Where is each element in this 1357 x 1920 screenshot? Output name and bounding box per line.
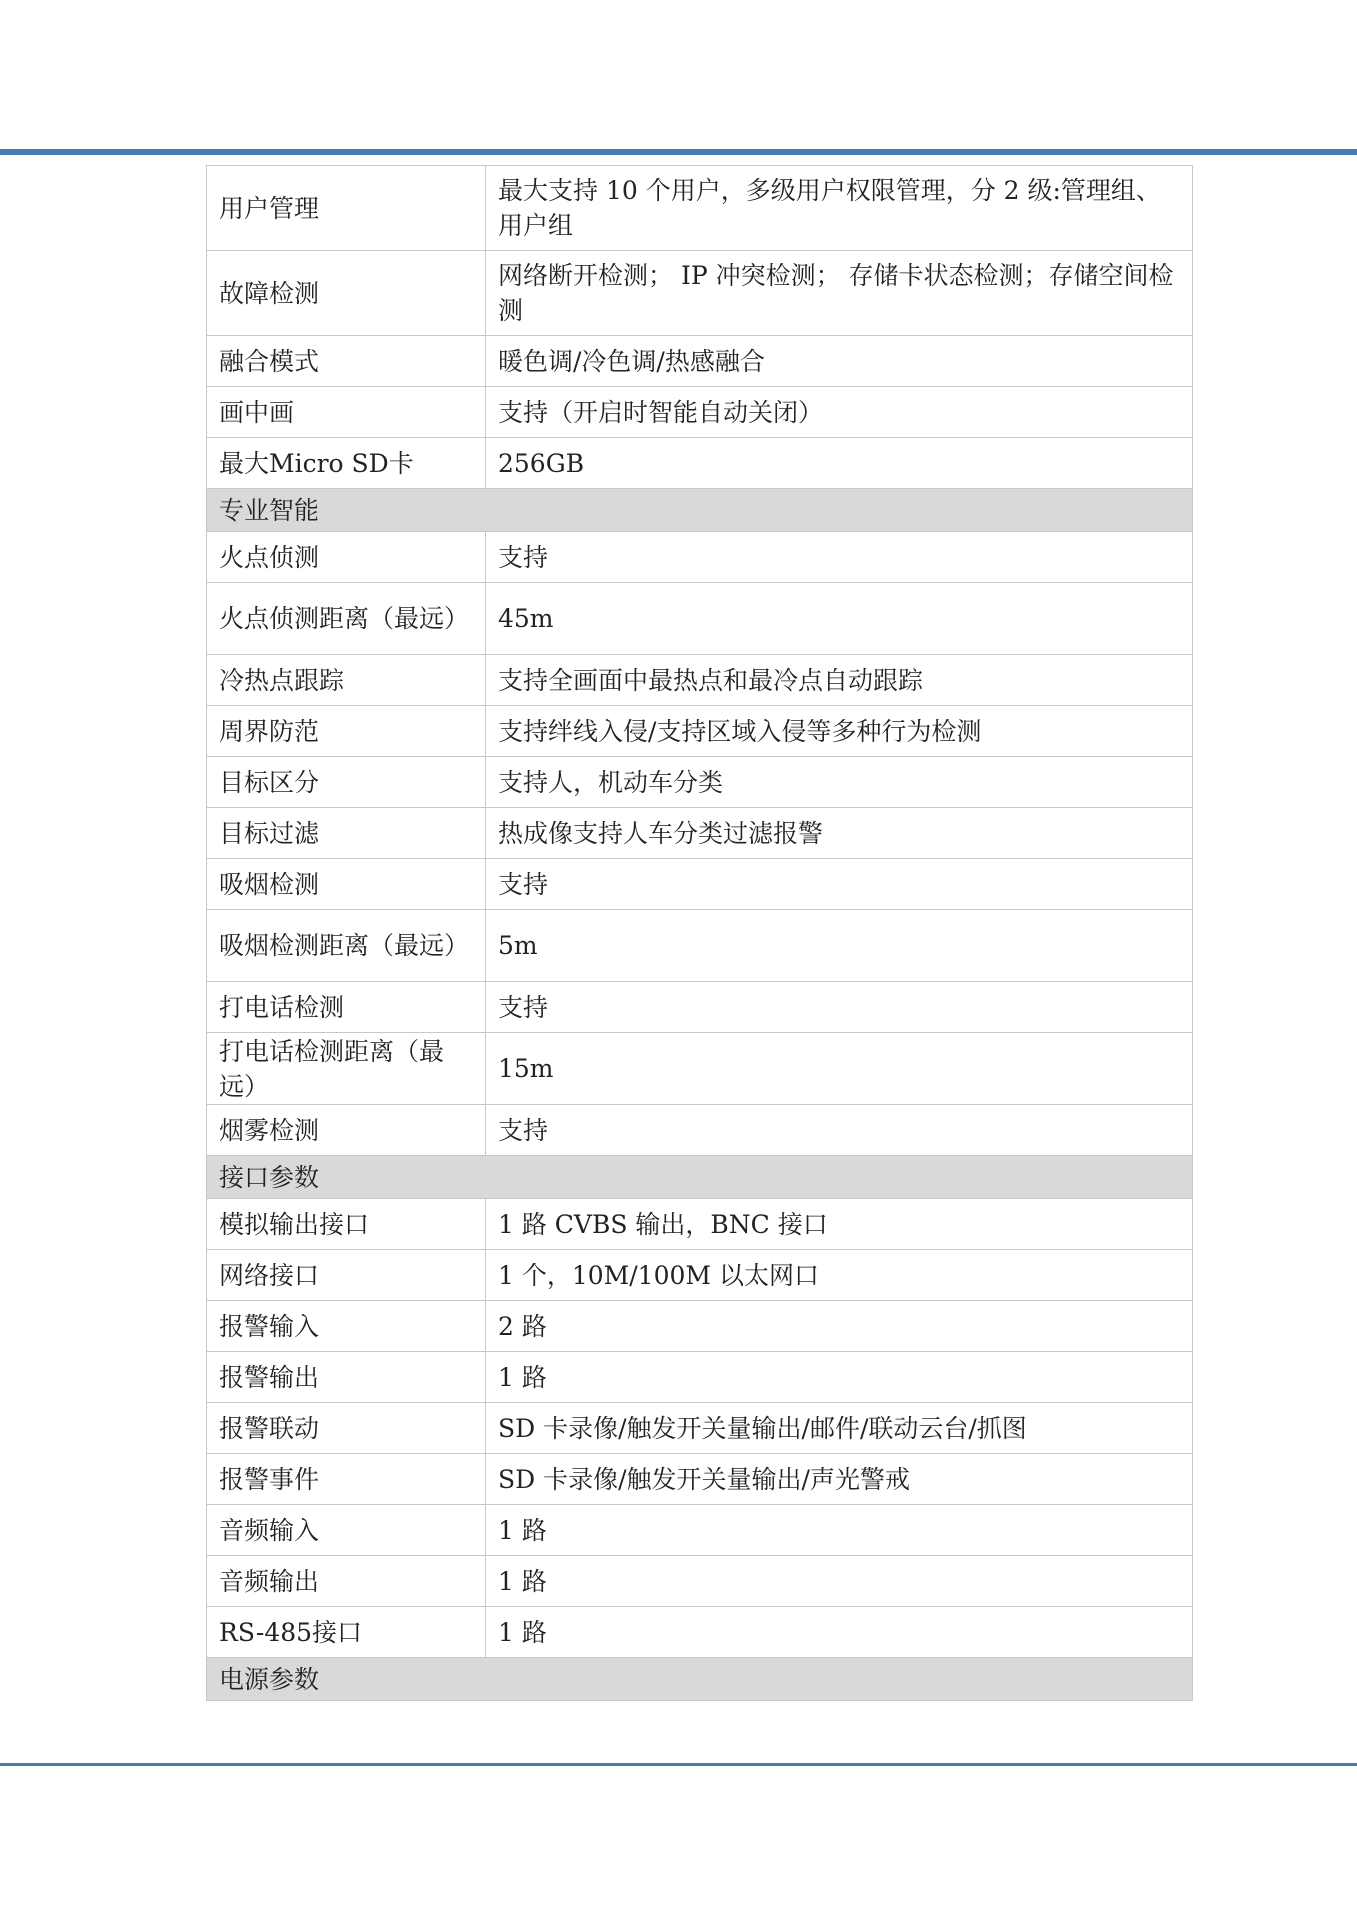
spec-value: 1 路 — [486, 1556, 1193, 1607]
spec-value: 45m — [486, 583, 1193, 655]
table-row — [207, 655, 1193, 706]
spec-label: 融合模式 — [207, 336, 486, 387]
spec-value: 暖色调/冷色调/热感融合 — [486, 336, 1193, 387]
spec-value: 1 路 — [486, 1505, 1193, 1556]
spec-label: 音频输出 — [207, 1556, 486, 1607]
table-row — [207, 1301, 1193, 1352]
spec-label: 报警联动 — [207, 1403, 486, 1454]
spec-value: 5m — [486, 910, 1193, 982]
table-row — [207, 438, 1193, 489]
table-row — [207, 757, 1193, 808]
table-row — [207, 387, 1193, 438]
spec-label: 目标过滤 — [207, 808, 486, 859]
spec-value: 热成像支持人车分类过滤报警 — [486, 808, 1193, 859]
table-row — [207, 532, 1193, 583]
table-row — [207, 982, 1193, 1033]
spec-label: 音频输入 — [207, 1505, 486, 1556]
table-row — [207, 1607, 1193, 1658]
spec-label: 吸烟检测 — [207, 859, 486, 910]
spec-value: 支持（开启时智能自动关闭） — [486, 387, 1193, 438]
spec-value: 最大支持 10 个用户，多级用户权限管理，分 2 级:管理组、用户组 — [486, 166, 1193, 251]
spec-label: 故障检测 — [207, 251, 486, 336]
table-row — [207, 1352, 1193, 1403]
table-row — [207, 1556, 1193, 1607]
spec-label: 报警输入 — [207, 1301, 486, 1352]
spec-value: 网络断开检测； IP 冲突检测； 存储卡状态检测；存储空间检测 — [486, 251, 1193, 336]
spec-value: 支持全画面中最热点和最冷点自动跟踪 — [486, 655, 1193, 706]
footer-rule — [0, 1763, 1357, 1766]
table-row — [207, 808, 1193, 859]
spec-label: 冷热点跟踪 — [207, 655, 486, 706]
spec-value: 支持 — [486, 532, 1193, 583]
table-row — [207, 583, 1193, 655]
spec-value: 支持 — [486, 1105, 1193, 1156]
spec-label: 打电话检测 — [207, 982, 486, 1033]
spec-label: 火点侦测距离（最远） — [207, 583, 486, 655]
table-row — [207, 859, 1193, 910]
spec-label: 火点侦测 — [207, 532, 486, 583]
spec-label: 用户管理 — [207, 166, 486, 251]
spec-label: 最大Micro SD卡 — [207, 438, 486, 489]
spec-label: 报警输出 — [207, 1352, 486, 1403]
spec-value: 支持 — [486, 859, 1193, 910]
spec-value: 1 路 — [486, 1352, 1193, 1403]
spec-value: 15m — [486, 1033, 1193, 1105]
spec-label: 烟雾检测 — [207, 1105, 486, 1156]
table-row — [207, 1250, 1193, 1301]
table-row — [207, 706, 1193, 757]
spec-label: 吸烟检测距离（最远） — [207, 910, 486, 982]
spec-value: 1 路 CVBS 输出，BNC 接口 — [486, 1199, 1193, 1250]
spec-value: 256GB — [486, 438, 1193, 489]
section-header-row — [207, 1156, 1193, 1199]
table-row — [207, 1033, 1193, 1105]
table-row — [207, 1199, 1193, 1250]
spec-value: 支持 — [486, 982, 1193, 1033]
table-row — [207, 1454, 1193, 1505]
table-row — [207, 1403, 1193, 1454]
spec-label: 网络接口 — [207, 1250, 486, 1301]
spec-value: SD 卡录像/触发开关量输出/声光警戒 — [486, 1454, 1193, 1505]
spec-label: 模拟输出接口 — [207, 1199, 486, 1250]
section-title: 接口参数 — [207, 1156, 1193, 1199]
header-rule — [0, 149, 1357, 155]
table-row — [207, 1105, 1193, 1156]
section-header-row — [207, 489, 1193, 532]
table-row — [207, 336, 1193, 387]
table-row — [207, 166, 1193, 251]
spec-value: 1 个，10M/100M 以太网口 — [486, 1250, 1193, 1301]
table-row — [207, 251, 1193, 336]
spec-label: RS-485接口 — [207, 1607, 486, 1658]
spec-label: 画中画 — [207, 387, 486, 438]
table-row — [207, 910, 1193, 982]
spec-value: SD 卡录像/触发开关量输出/邮件/联动云台/抓图 — [486, 1403, 1193, 1454]
spec-value: 2 路 — [486, 1301, 1193, 1352]
section-header-row — [207, 1658, 1193, 1701]
spec-table-body — [207, 166, 1193, 1701]
spec-value: 1 路 — [486, 1607, 1193, 1658]
section-title: 电源参数 — [207, 1658, 1193, 1701]
spec-label: 周界防范 — [207, 706, 486, 757]
section-title: 专业智能 — [207, 489, 1193, 532]
spec-label: 打电话检测距离（最远） — [207, 1033, 486, 1105]
spec-label: 目标区分 — [207, 757, 486, 808]
spec-label: 报警事件 — [207, 1454, 486, 1505]
spec-value: 支持人，机动车分类 — [486, 757, 1193, 808]
table-row — [207, 1505, 1193, 1556]
spec-value: 支持绊线入侵/支持区域入侵等多种行为检测 — [486, 706, 1193, 757]
spec-table — [206, 165, 1193, 1701]
